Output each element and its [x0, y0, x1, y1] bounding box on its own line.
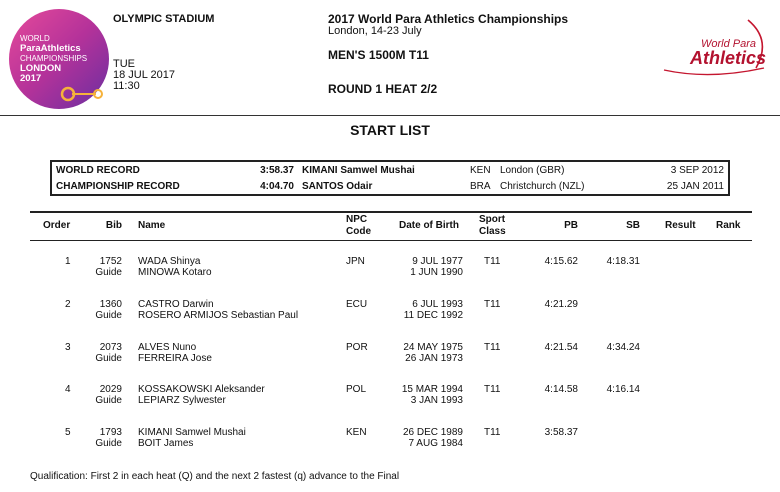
order: 2: [65, 299, 71, 310]
guide-dob: 3 JAN 1993: [410, 395, 463, 406]
npc: KEN: [346, 427, 367, 438]
logo-line-3: CHAMPIONSHIPS: [20, 54, 88, 63]
logo-line-5: 2017: [20, 73, 42, 84]
dob: 26 DEC 1989: [402, 427, 463, 438]
sport-class: T11: [484, 256, 501, 267]
guide-dob: 26 JAN 1973: [405, 353, 463, 364]
col-dob: Date of Birth: [399, 220, 459, 231]
pb: 4:14.58: [544, 384, 578, 395]
npc: POR: [346, 342, 368, 353]
discipline: MEN'S 1500M T11: [328, 48, 429, 62]
logo-line-2: ParaAthletics: [20, 43, 81, 54]
col-rank: Rank: [716, 220, 741, 231]
col-sport-1: Sport: [479, 214, 506, 225]
pb: 4:21.29: [544, 299, 578, 310]
dob: 6 JUL 1993: [412, 299, 463, 310]
guide-label: Guide: [95, 353, 122, 364]
dob: 15 MAR 1994: [401, 384, 463, 395]
guide-label: Guide: [95, 438, 122, 449]
championships-logo: [8, 8, 110, 110]
record-label: CHAMPIONSHIP RECORD: [56, 180, 180, 192]
athlete-name: CASTRO Darwin: [138, 299, 214, 310]
col-name: Name: [138, 220, 166, 231]
record-holder: KIMANI Samwel Mushai: [302, 164, 415, 176]
table-row: [0, 299, 780, 323]
table-row: [0, 384, 780, 408]
pb: 4:15.62: [544, 256, 578, 267]
bib: 1793: [99, 427, 122, 438]
npc: ECU: [346, 299, 368, 310]
columns-top-border: [30, 211, 752, 213]
venue: OLYMPIC STADIUM: [113, 13, 215, 25]
record-date: 25 JAN 2011: [666, 180, 724, 192]
records-table: [50, 160, 730, 196]
athlete-name: ALVES Nuno: [138, 342, 197, 353]
sport-class: T11: [484, 299, 501, 310]
event-subtitle: London, 14-23 July: [328, 25, 422, 37]
record-place: Christchurch (NZL): [500, 180, 585, 192]
guide-name: MINOWA Kotaro: [138, 267, 212, 278]
brand-bottom: Athletics: [689, 48, 766, 68]
sport-class: T11: [484, 342, 501, 353]
bib: 2073: [99, 342, 122, 353]
table-row: [0, 342, 780, 366]
col-order: Order: [43, 220, 71, 231]
record-npc: BRA: [470, 180, 491, 192]
header-divider: [0, 115, 780, 116]
record-time: 3:58.37: [260, 164, 294, 176]
col-npc-2: Code: [346, 226, 371, 237]
brand-top: World Para: [700, 38, 756, 50]
athlete-name: KOSSAKOWSKI Aleksander: [138, 384, 265, 395]
sb: 4:34.24: [606, 342, 640, 353]
guide-name: LEPIARZ Sylwester: [138, 395, 226, 406]
col-bib: Bib: [105, 220, 122, 231]
record-npc: KEN: [470, 164, 491, 176]
npc: JPN: [346, 256, 365, 267]
guide-dob: 11 DEC 1992: [403, 310, 463, 321]
order: 4: [65, 384, 71, 395]
order: 3: [65, 342, 71, 353]
npc: POL: [346, 384, 367, 395]
record-holder: SANTOS Odair: [302, 180, 373, 192]
time: 11:30: [113, 80, 140, 92]
round: ROUND 1 HEAT 2/2: [328, 82, 438, 96]
record-time: 4:04.70: [260, 180, 294, 192]
col-result: Result: [665, 220, 696, 231]
qualification-note: Qualification: First 2 in each heat (Q) and the next 2 fastest (q) advance to the Final: [30, 471, 400, 482]
record-label: WORLD RECORD: [56, 164, 140, 176]
dob: 9 JUL 1977: [412, 256, 463, 267]
guide-name: ROSERO ARMIJOS Sebastian Paul: [138, 310, 299, 321]
columns-bottom-border: [30, 240, 752, 241]
bib: 1360: [99, 299, 122, 310]
athlete-name: WADA Shinya: [138, 256, 201, 267]
record-date: 3 SEP 2012: [670, 164, 724, 176]
table-row: [0, 256, 780, 280]
record-place: London (GBR): [500, 164, 565, 176]
sb: 4:18.31: [606, 256, 640, 267]
athlete-name: KIMANI Samwel Mushai: [138, 427, 246, 438]
table-row: [0, 427, 780, 451]
dob: 24 MAY 1975: [403, 342, 463, 353]
guide-name: FERREIRA Jose: [138, 353, 212, 364]
record-row: [51, 178, 729, 195]
col-sport-2: Class: [479, 226, 506, 237]
logo-line-4: LONDON: [20, 63, 62, 74]
pb: 3:58.37: [544, 427, 578, 438]
date: 18 JUL 2017: [113, 69, 175, 81]
sb: 4:16.14: [606, 384, 640, 395]
sport-class: T11: [484, 384, 501, 395]
guide-label: Guide: [95, 267, 122, 278]
guide-label: Guide: [95, 310, 122, 321]
sport-class: T11: [484, 427, 501, 438]
col-pb: PB: [564, 220, 578, 231]
start-list-title: START LIST: [350, 122, 430, 138]
guide-dob: 7 AUG 1984: [408, 438, 463, 449]
order: 5: [65, 427, 71, 438]
order: 1: [65, 256, 71, 267]
record-row: [51, 161, 729, 178]
bib: 1752: [99, 256, 122, 267]
guide-label: Guide: [95, 395, 122, 406]
col-npc-1: NPC: [346, 214, 368, 225]
bib: 2029: [99, 384, 122, 395]
col-sb: SB: [626, 220, 640, 231]
day: TUE: [113, 58, 135, 70]
world-para-athletics-logo: [660, 18, 772, 78]
guide-dob: 1 JUN 1990: [410, 267, 463, 278]
logo-line-1: WORLD: [20, 34, 50, 43]
guide-name: BOIT James: [138, 438, 194, 449]
event-title: 2017 World Para Athletics Championships: [328, 12, 569, 26]
pb: 4:21.54: [544, 342, 578, 353]
